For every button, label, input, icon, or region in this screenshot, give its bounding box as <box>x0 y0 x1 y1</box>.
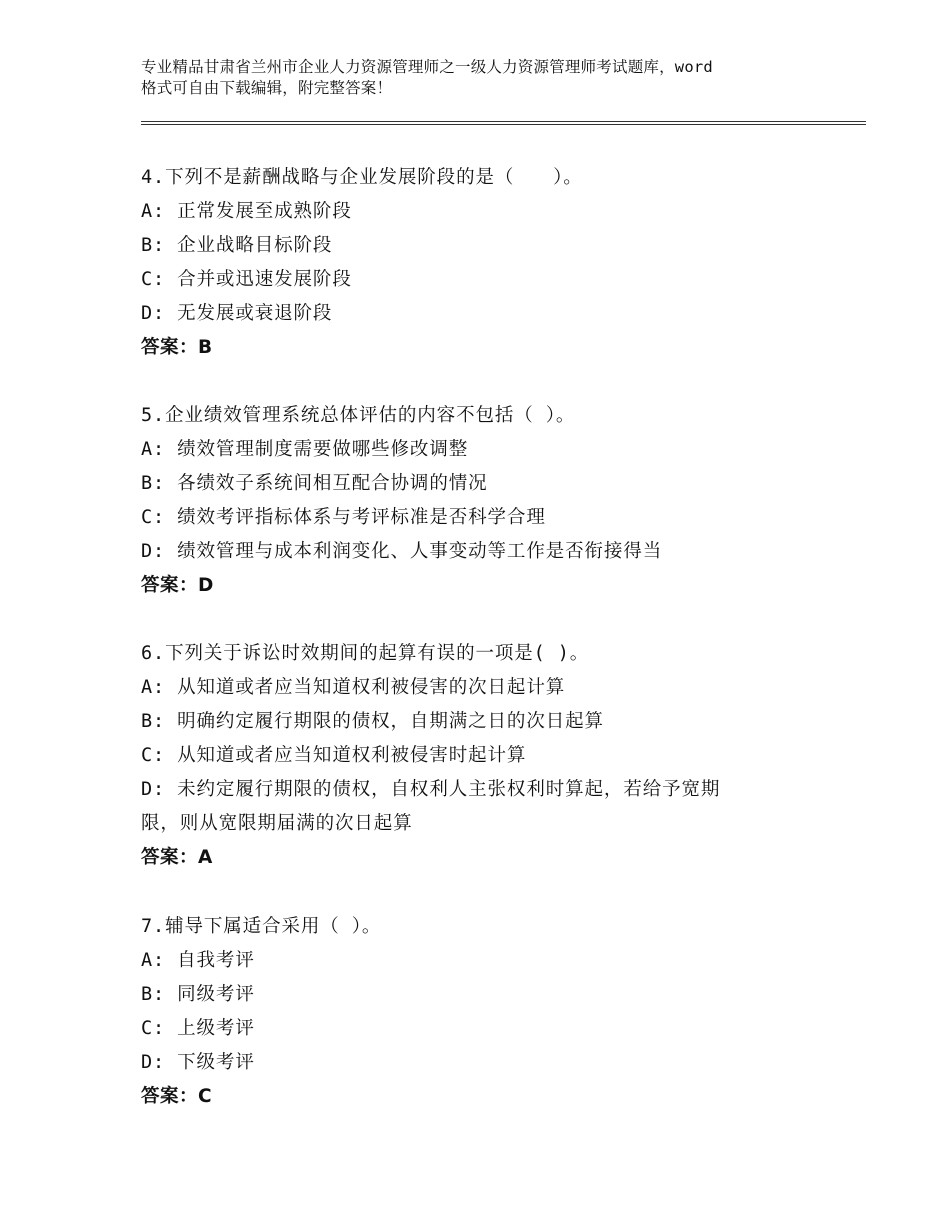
option-d: D: 绩效管理与成本利润变化、人事变动等工作是否衔接得当 <box>141 541 663 562</box>
option-c: C: 从知道或者应当知道权利被侵害时起计算 <box>141 745 527 766</box>
option-d: D: 未约定履行期限的债权，自权利人主张权利时算起，若给予宽期 <box>141 779 721 800</box>
answer-label: 答案：C <box>141 1086 213 1107</box>
option-c: C: 合并或迅速发展阶段 <box>141 269 352 290</box>
option-a: A: 自我考评 <box>141 950 255 971</box>
document-header <box>141 57 831 99</box>
option-d: D: 无发展或衰退阶段 <box>141 303 333 324</box>
header-divider-top <box>141 121 866 122</box>
question-5 <box>141 399 821 603</box>
option-c: C: 上级考评 <box>141 1018 255 1039</box>
question-6 <box>141 637 821 875</box>
option-b: B: 企业战略目标阶段 <box>141 235 333 256</box>
option-a: A: 从知道或者应当知道权利被侵害的次日起计算 <box>141 677 566 698</box>
option-a: A: 绩效管理制度需要做哪些修改调整 <box>141 439 469 460</box>
header-line-2: 格式可自由下载编辑，附完整答案！ <box>141 79 393 97</box>
question-stem: 4.下列不是薪酬战略与企业发展阶段的是（ ）。 <box>141 167 583 188</box>
question-stem: 5.企业绩效管理系统总体评估的内容不包括（ ）。 <box>141 405 576 426</box>
option-c: C: 绩效考评指标体系与考评标准是否科学合理 <box>141 507 546 528</box>
option-d: D: 下级考评 <box>141 1052 255 1073</box>
answer-label: 答案：B <box>141 337 213 358</box>
answer-label: 答案：A <box>141 847 213 868</box>
option-b: B: 各绩效子系统间相互配合协调的情况 <box>141 473 488 494</box>
header-divider-bottom <box>141 124 866 125</box>
option-b: B: 明确约定履行期限的债权，自期满之日的次日起算 <box>141 711 604 732</box>
question-stem: 6.下列关于诉讼时效期间的起算有误的一项是( )。 <box>141 643 590 664</box>
question-7 <box>141 910 821 1114</box>
answer-label: 答案：D <box>141 575 214 596</box>
header-line-1: 专业精品甘肃省兰州市企业人力资源管理师之一级人力资源管理师考试题库，word <box>141 58 713 76</box>
option-d-continued: 限，则从宽限期届满的次日起算 <box>141 813 413 834</box>
question-4 <box>141 161 821 365</box>
question-stem: 7.辅导下属适合采用（ ）。 <box>141 916 382 937</box>
option-b: B: 同级考评 <box>141 984 255 1005</box>
option-a: A: 正常发展至成熟阶段 <box>141 201 352 222</box>
